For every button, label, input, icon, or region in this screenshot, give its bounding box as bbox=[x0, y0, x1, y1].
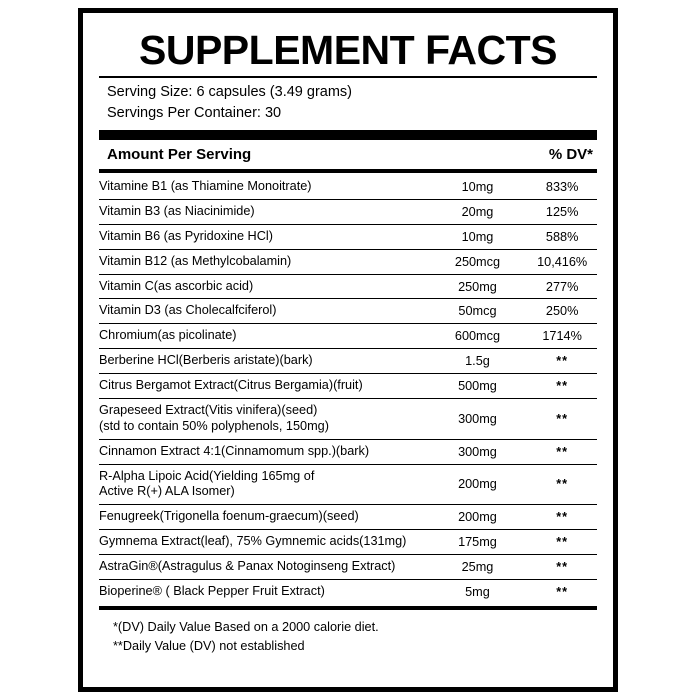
ingredient-dv: 10,416% bbox=[527, 249, 597, 274]
ingredient-name bbox=[99, 464, 428, 505]
footnote-no-dv: **Daily Value (DV) not established bbox=[113, 638, 305, 653]
table-row bbox=[99, 175, 597, 199]
footnotes bbox=[99, 612, 597, 656]
ingredient-name-line1: Berberine HCl(Berberis aristate)(bark) bbox=[99, 353, 313, 368]
ingredient-amount: 500mg bbox=[428, 374, 528, 399]
ingredient-name bbox=[99, 324, 428, 349]
ingredient-amount: 250mcg bbox=[428, 249, 528, 274]
table-row bbox=[99, 579, 597, 603]
ingredient-dv: ** bbox=[527, 349, 597, 374]
ingredient-amount: 5mg bbox=[428, 579, 528, 603]
ingredient-name-line1: Vitamin B6 (as Pyridoxine HCl) bbox=[99, 228, 273, 243]
ingredient-name bbox=[99, 374, 428, 399]
ingredient-dv: ** bbox=[527, 505, 597, 530]
ingredient-name-line1: Vitamin B12 (as Methylcobalamin) bbox=[99, 253, 292, 268]
ingredient-name bbox=[99, 299, 428, 324]
ingredient-name bbox=[99, 579, 428, 603]
supplement-facts-panel bbox=[78, 8, 618, 692]
ingredient-amount: 1.5g bbox=[428, 349, 528, 374]
ingredient-name bbox=[99, 505, 428, 530]
ingredient-dv: 588% bbox=[527, 224, 597, 249]
amount-per-serving-header bbox=[99, 143, 597, 167]
serving-info bbox=[99, 80, 597, 127]
divider-under-title bbox=[99, 76, 597, 78]
ingredient-dv: ** bbox=[527, 439, 597, 464]
ingredient-name bbox=[99, 199, 428, 224]
table-row bbox=[99, 224, 597, 249]
ingredient-dv: ** bbox=[527, 530, 597, 555]
ingredient-name-line1: Fenugreek(Trigonella foenum-graecum)(seed) bbox=[99, 509, 359, 524]
servings-per-container: Servings Per Container: 30 bbox=[107, 105, 282, 122]
ingredient-dv: ** bbox=[527, 555, 597, 580]
divider-above-amount-header bbox=[99, 130, 597, 140]
ingredient-amount: 300mg bbox=[428, 398, 528, 439]
ingredient-dv: 277% bbox=[527, 274, 597, 299]
table-row bbox=[99, 299, 597, 324]
dv-header-label: % DV* bbox=[548, 146, 593, 164]
ingredient-name-line1: Grapeseed Extract(Vitis vinifera)(seed) bbox=[99, 402, 318, 417]
ingredient-amount: 175mg bbox=[428, 530, 528, 555]
ingredient-amount: 25mg bbox=[428, 555, 528, 580]
table-row bbox=[99, 199, 597, 224]
ingredient-amount: 20mg bbox=[428, 199, 528, 224]
ingredient-name bbox=[99, 249, 428, 274]
table-row bbox=[99, 374, 597, 399]
ingredient-name-line1: Gymnema Extract(leaf), 75% Gymnemic acids(131mg) bbox=[99, 534, 407, 549]
ingredient-name bbox=[99, 398, 428, 439]
ingredient-name bbox=[99, 175, 428, 199]
ingredient-name bbox=[99, 439, 428, 464]
ingredient-name-line1: R-Alpha Lipoic Acid(Yielding 165mg of bbox=[99, 468, 315, 483]
divider-under-amount-header bbox=[99, 169, 597, 173]
ingredient-name bbox=[99, 530, 428, 555]
ingredient-amount: 10mg bbox=[428, 224, 528, 249]
ingredient-amount: 250mg bbox=[428, 274, 528, 299]
table-row bbox=[99, 274, 597, 299]
ingredient-name-line1: Bioperine® ( Black Pepper Fruit Extract) bbox=[99, 583, 325, 598]
ingredient-name bbox=[99, 224, 428, 249]
table-row bbox=[99, 505, 597, 530]
table-row bbox=[99, 464, 597, 505]
table-row bbox=[99, 555, 597, 580]
ingredient-amount: 600mcg bbox=[428, 324, 528, 349]
serving-size: Serving Size: 6 capsules (3.49 grams) bbox=[107, 84, 352, 101]
ingredient-amount: 50mcg bbox=[428, 299, 528, 324]
table-row bbox=[99, 249, 597, 274]
ingredient-name-line2: (std to contain 50% polyphenols, 150mg) bbox=[99, 418, 329, 433]
ingredient-amount: 300mg bbox=[428, 439, 528, 464]
ingredient-dv: ** bbox=[527, 374, 597, 399]
ingredient-name-line1: Cinnamon Extract 4:1(Cinnamomum spp.)(bark) bbox=[99, 443, 370, 458]
table-row bbox=[99, 439, 597, 464]
ingredient-amount: 200mg bbox=[428, 464, 528, 505]
ingredient-dv: 1714% bbox=[527, 324, 597, 349]
ingredient-dv: 125% bbox=[527, 199, 597, 224]
ingredient-name-line1: Vitamin D3 (as Cholecalfciferol) bbox=[99, 303, 277, 318]
ingredient-name-line1: Vitamine B1 (as Thiamine Monoitrate) bbox=[99, 179, 312, 194]
ingredient-amount: 10mg bbox=[461, 180, 494, 195]
ingredient-name-line1: Citrus Bergamot Extract(Citrus Bergamia)(fruit) bbox=[99, 378, 363, 393]
ingredient-dv: ** bbox=[527, 579, 597, 603]
ingredient-name-line1: Vitamin C(as ascorbic acid) bbox=[99, 278, 254, 293]
ingredients-table bbox=[99, 175, 597, 604]
ingredient-name-line1: Vitamin B3 (as Niacinimide) bbox=[99, 203, 255, 218]
page-title: SUPPLEMENT FACTS bbox=[139, 27, 557, 73]
ingredient-name-line2: Active R(+) ALA Isomer) bbox=[99, 484, 235, 499]
table-row bbox=[99, 349, 597, 374]
ingredient-dv: ** bbox=[527, 464, 597, 505]
ingredient-name-line1: Chromium(as picolinate) bbox=[99, 328, 237, 343]
ingredient-name-line1: AstraGin®(Astragulus & Panax Notoginseng Extract) bbox=[99, 559, 396, 574]
table-row bbox=[99, 324, 597, 349]
ingredient-dv: 250% bbox=[527, 299, 597, 324]
ingredient-name bbox=[99, 274, 428, 299]
ingredient-dv: 833% bbox=[545, 180, 579, 195]
table-row bbox=[99, 398, 597, 439]
ingredient-name bbox=[99, 349, 428, 374]
ingredient-amount: 200mg bbox=[428, 505, 528, 530]
divider-above-footnotes bbox=[99, 606, 597, 610]
ingredient-dv: ** bbox=[527, 398, 597, 439]
footnote-dv: *(DV) Daily Value Based on a 2000 calorie diet. bbox=[113, 619, 379, 634]
amount-header-label: Amount Per Serving bbox=[107, 146, 252, 164]
ingredient-name bbox=[99, 555, 428, 580]
table-row bbox=[99, 530, 597, 555]
